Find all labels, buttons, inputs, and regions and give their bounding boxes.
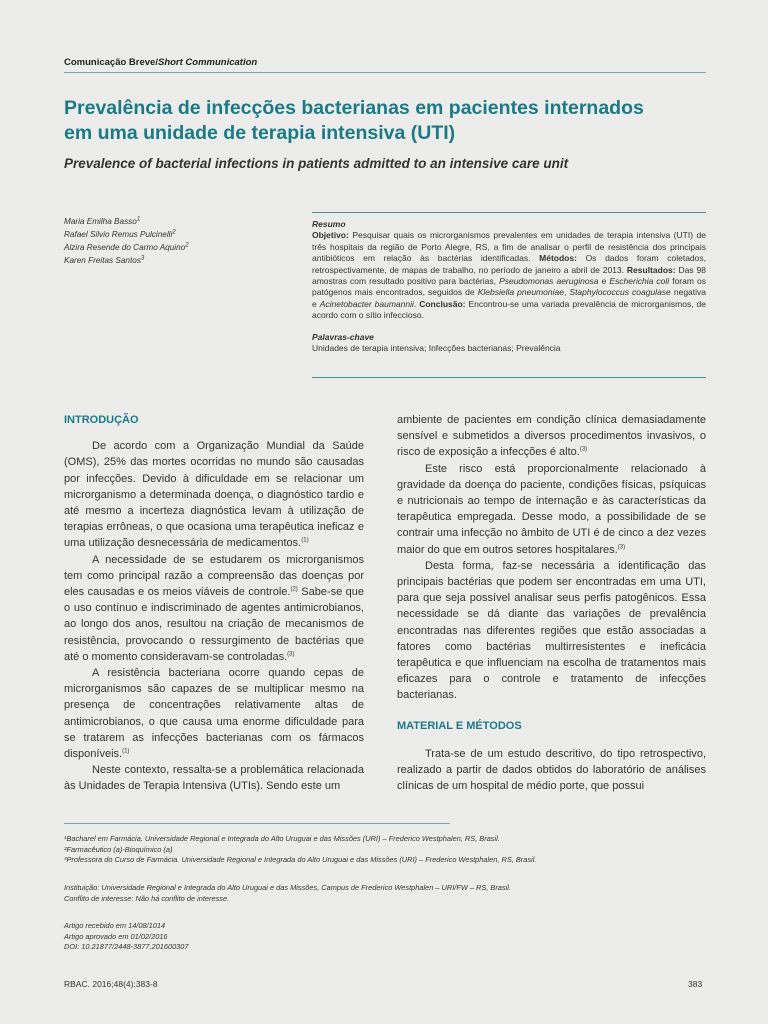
paragraph: A necessidade de se estudarem os microrganismos tem como principal razão a compreensão das doenças por eles causadas e os meios viáveis de controle.$^{(2)}$ Sabe-se que o uso contínuo e indiscriminado de agentes antimicrobianos, ao longo dos anos, resultou na criação de mecanismos de resistência, provocando o ressurgimento de bactérias que até o momento consideravam-se controladas.$^{(3)}$ [64,553,364,663]
methods-heading: MATERIAL E MÉTODOS [397,719,522,732]
keywords: Unidades de terapia intensiva; Infecções bacterianas; Prevalência [312,343,561,354]
body-right-column [397,412,706,794]
paragraph: ambiente de pacientes em condição clínica demasiadamente sensível e submetidos a diversos procedimentos invasivos, o risco de exposição a infecções é alto.$^{(3)}$ [397,414,706,459]
abstract-bottom-rule [312,377,706,378]
paragraph: Desta forma, faz-se necessária a identificação das principais bactérias que podem ser encontradas em uma UTI, para que seja possível analisar seus perfis patogênicos. Essa necessidade se dá diante das variações de prevalência encontradas nas diferentes regiões que estão associadas a fatores como bactérias multirresistentes e ineficácia terapêutica e que influenciam na escolha de tratamentos mais eficazes para o controle e tratamento de infecções bacterianas. [397,559,706,702]
header-rule [64,72,706,73]
intro-heading: INTRODUÇÃO [64,414,139,426]
article-dates: Artigo recebido em 14/08/1014 Artigo aprovado em 01/02/2016 DOI: 10.21877/2448-3877.201600307 [64,921,189,951]
authors-list [64,215,284,267]
abstract-top-rule [312,212,706,213]
paragraph: Trata-se de um estudo descritivo, do tipo retrospectivo, realizado a partir de dados obtidos do laboratório de análises clínicas de um hospital de médio porte, que possui [397,747,706,793]
paragraph: De acordo com a Organização Mundial da Saúde (OMS), 25% das mortes ocorridas no mundo são causadas por infecções. Devido à dificuldade em se relacionar um microrganismo a determinada doença, o diagnóstico tardio e até mesmo a incerteza diagnóstica levam à utilização de terapias errôneas, o que ocasiona uma terapêutica ineficaz e uma utilização desnecessária de medicamentos.$^{(1)}$ [64,440,364,550]
abstract-heading: Resumo [312,219,346,229]
journal-citation: RBAC. 2016;48(4):383-8 [64,979,158,989]
title-english: Prevalence of bacterial infections in patients admitted to an intensive care unit [64,156,569,171]
author: Alzira Resende do Carmo Aquino$^2$ [64,242,189,252]
paragraph: Este risco está proporcionalmente relacionado à gravidade da doença do paciente, condições físicas, psíquicas e nutricionais ao tempo de internação e às características da terapêutica empregada. Desse modo, a possibilidade de se contrair uma infecção no âmbito de UTI é de cinco a dez vezes maior do que em outros setores hospitalares.$^{(3)}$ [397,462,706,556]
footnotes: ¹Bacharel em Farmácia. Universidade Regional e Integrada do Alto Uruguai e das Missões (URI) – Frederico Westphalen, RS, Brasil. ²Farmacêutico (a)-Bioquímico (a) ³Professora do Curso de Farmácia. Universidade Regional e Integrada do Alto Uruguai e das Missões (URI) – Frederico Westphalen, RS, Brasil. [64,834,537,864]
author: Maria Emilha Basso$^1$ [64,216,141,226]
paragraph: Neste contexto, ressalta-se a problemática relacionada às Unidades de Terapia Intensiva (UTIs). Sendo este um [64,764,364,793]
title-portuguese: Prevalência de infecções bacterianas em pacientes internados em uma unidade de terapia intensiva (UTI) [64,97,644,144]
paragraph: A resistência bacteriana ocorre quando cepas de microrganismos são capazes de se multiplicar mesmo na presença de concentrações relativamente altas de antimicrobianos, o que causa uma enorme dificuldade para se tratarem as infecções bacterianas com os fármacos disponíveis.$^{(1)}$ [64,667,364,761]
keywords-heading: Palavras-chave [312,331,374,342]
body-left-column [64,412,364,795]
footnote-rule [64,823,450,824]
author: Rafael Silvio Remus Pulcinelli$^2$ [64,229,176,239]
abstract-text: Objetivo: Pesquisar quais os microrganismos prevalentes em unidades de terapia intensiva (UTI) de três hospitais da região de Porto Alegre, RS, a fim de analisar o perfil de resistência dos principais antibióticos em relação às bactérias identificadas. Métodos: Os dados foram coletados, retrospectivamente, de mapas de trabalho, no período de janeiro a abril de 2013. Resultados: Das 98 amostras com resultado positivo para bactérias, Pseudomonas aeruginosa e Escherichia coli foram os patógenos mais encontrados, seguidos de Klebsiella pneumoniae, Staphylococcus coagulase negativa e Acinetobacter baumannii. Conclusão: Encontrou-se uma variada prevalência de microrganismos, de acordo com o sítio infeccioso. [312,230,706,321]
author: Karen Freitas Santos$^3$ [64,255,145,265]
page-number: 383 [688,979,703,989]
section-label: Comunicação Breve/Short Communication [64,57,258,68]
abstract [312,219,706,354]
institution-info: Instituição: Universidade Regional e Integrada do Alto Uruguai e das Missões, Campus de Frederico Westphalen – URI/FW – RS, Brasil. Conflito de interesse: Não há conflito de interesse. [64,883,511,903]
